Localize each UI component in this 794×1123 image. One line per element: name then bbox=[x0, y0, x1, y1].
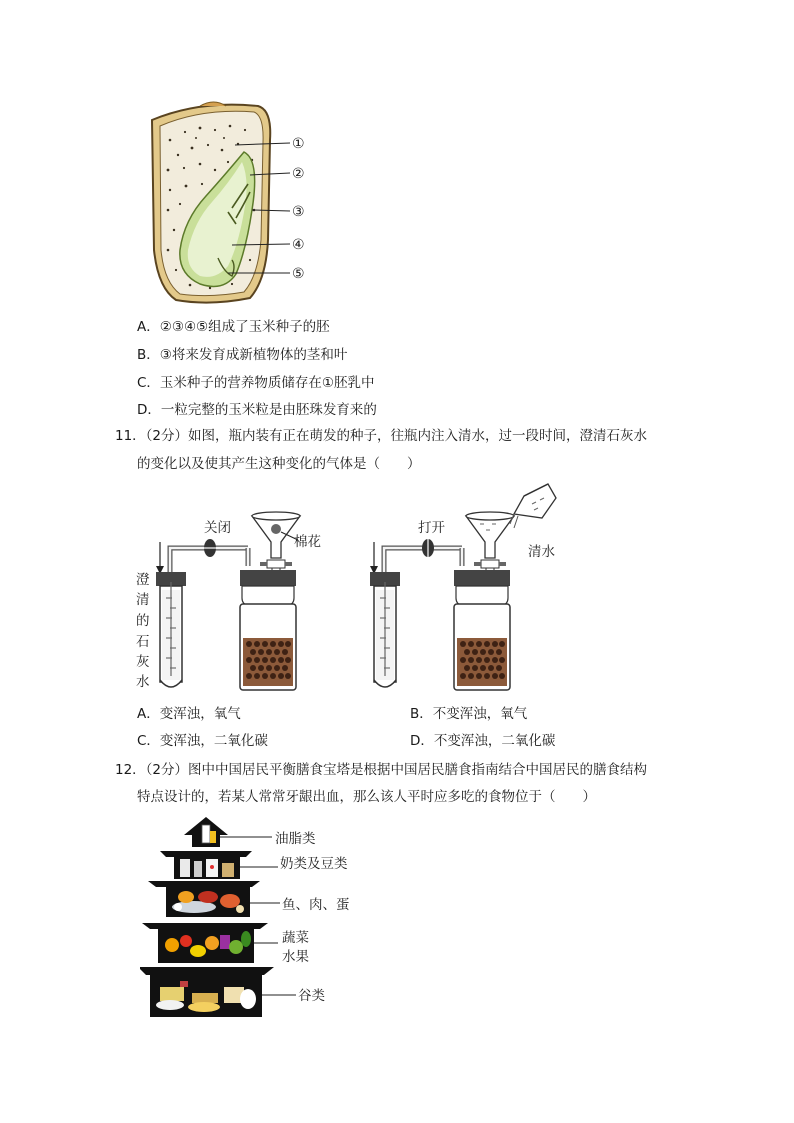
tube-char-1: 澄 bbox=[136, 572, 150, 588]
q11-option-a: A．变浑浊，氧气 bbox=[137, 706, 241, 722]
q12-stem-line2: 特点设计的，若某人常常牙龈出血，那么该人平时应多吃的食物位于（ ） bbox=[137, 789, 596, 805]
food-pyramid-figure bbox=[140, 815, 380, 1025]
tube-char-6: 水 bbox=[136, 674, 150, 690]
q12-stem-line1: 12．（2分）图中中国居民平衡膳食宝塔是根据中国居民膳食指南结合中国居民的膳食结构 bbox=[115, 762, 648, 778]
left-funnel-label: 棉花 bbox=[294, 534, 321, 550]
q10-option-c: C．玉米种子的营养物质储存在①胚乳中 bbox=[137, 375, 375, 391]
q11-apparatus-figure bbox=[130, 480, 590, 700]
corn-seed-figure bbox=[140, 100, 320, 310]
pyramid-label-dairy: 奶类及豆类 bbox=[280, 856, 348, 872]
pyramid-label-fruit: 水果 bbox=[282, 949, 309, 965]
pyramid-label-meat: 鱼、肉、蛋 bbox=[282, 897, 350, 913]
pyramid-label-cereals: 谷类 bbox=[298, 988, 325, 1004]
q11-option-b: B．不变浑浊，氧气 bbox=[410, 706, 528, 722]
left-valve-label: 关闭 bbox=[204, 520, 231, 536]
right-setup bbox=[370, 484, 556, 690]
tube-char-3: 的 bbox=[136, 613, 150, 629]
q11-stem-line1: 11．（2分）如图，瓶内装有正在萌发的种子，往瓶内注入清水，过一段时间，澄清石灰水 bbox=[115, 428, 648, 444]
pyramid-label-oils: 油脂类 bbox=[275, 831, 316, 847]
q10-option-a: A．②③④⑤组成了玉米种子的胚 bbox=[137, 319, 330, 335]
left-setup bbox=[136, 512, 321, 690]
q10-option-b: B．③将来发育成新植物体的茎和叶 bbox=[137, 347, 348, 363]
q10-option-d: D．一粒完整的玉米粒是由胚珠发育来的 bbox=[137, 402, 377, 418]
seed-label-5: ⑤ bbox=[292, 266, 305, 282]
tube-char-4: 石 bbox=[136, 634, 150, 650]
tube-char-5: 灰 bbox=[136, 654, 150, 670]
seed-label-1: ① bbox=[292, 136, 305, 152]
q11-option-c: C．变浑浊，二氧化碳 bbox=[137, 733, 268, 749]
seed-label-4: ④ bbox=[292, 237, 305, 253]
tube-char-2: 清 bbox=[136, 592, 150, 608]
seed-label-3: ③ bbox=[292, 204, 305, 220]
right-funnel-label: 清水 bbox=[528, 544, 555, 560]
q11-option-d: D．不变浑浊，二氧化碳 bbox=[410, 733, 556, 749]
seed-label-2: ② bbox=[292, 166, 305, 182]
q11-stem-line2: 的变化以及使其产生这种变化的气体是（ ） bbox=[137, 456, 421, 472]
right-valve-label: 打开 bbox=[418, 520, 445, 536]
pyramid-label-vegetables: 蔬菜 bbox=[282, 930, 309, 946]
